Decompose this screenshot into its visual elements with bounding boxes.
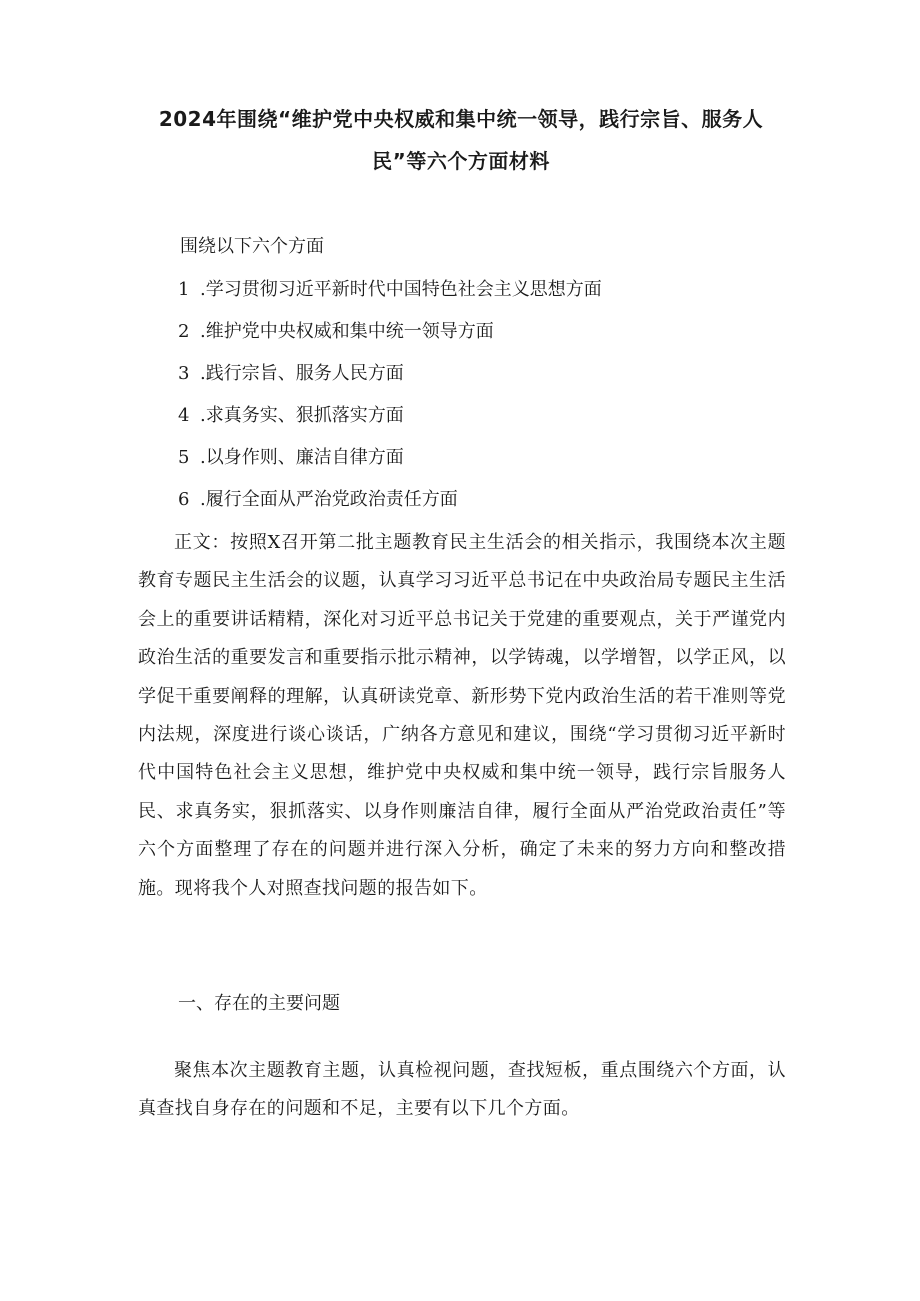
aspect-item bbox=[178, 485, 602, 527]
aspect-text: .维护党中央权威和集中统一领导方面 bbox=[200, 321, 494, 342]
document-title bbox=[138, 98, 784, 182]
aspect-number: 4 bbox=[178, 405, 190, 426]
main-paragraph: 正文：按照X召开第二批主题教育民主生活会的相关指示，我围绕本次主题教育专题民主生活会的议题，认真学习习近平总书记在中央政治局专题民主生活会上的重要讲话精精，深化对习近平总书记关于党建的重要观点，关于严谨党内政治生活的重要发言和重要指示批示精神，以学铸魂，以学增智，以学正风，以学促干重要阐释的理解，认真研读党章、新形势下党内政治生活的若干准则等党内法规，深度进行谈心谈话，广纳各方意见和建议，围绕“学习贯彻习近平新时代中国特色社会主义思想，维护党中央权威和集中统一领导，践行宗旨服务人民、求真务实，狠抓落实、以身作则廉洁自律，履行全面从严治党政治责任”等六个方面整理了存在的问题并进行深入分析，确定了未来的努力方向和整改措施。现将我个人对照查找问题的报告如下。 bbox=[138, 532, 786, 899]
aspect-number: 1 bbox=[178, 279, 190, 300]
aspect-item bbox=[178, 275, 602, 317]
document-title-line-2: 民”等六个方面材料 bbox=[372, 149, 550, 173]
aspect-text: .履行全面从严治党政治责任方面 bbox=[200, 489, 458, 510]
aspect-item bbox=[178, 359, 602, 401]
aspect-text: .求真务实、狠抓落实方面 bbox=[200, 405, 404, 426]
aspect-item bbox=[178, 401, 602, 443]
aspects-intro: 围绕以下六个方面 bbox=[180, 236, 324, 257]
focus-paragraph: 聚焦本次主题教育主题，认真检视问题，查找短板，重点围绕六个方面，认真查找自身存在的问题和不足，主要有以下几个方面。 bbox=[138, 1060, 786, 1120]
aspect-item bbox=[178, 443, 602, 485]
aspect-list bbox=[178, 275, 602, 527]
aspect-number: 3 bbox=[178, 363, 190, 384]
aspect-text: .以身作则、廉洁自律方面 bbox=[200, 447, 404, 468]
aspect-number: 6 bbox=[178, 489, 190, 510]
aspect-text: .践行宗旨、服务人民方面 bbox=[200, 363, 404, 384]
aspect-text: .学习贯彻习近平新时代中国特色社会主义思想方面 bbox=[200, 279, 602, 300]
aspect-item bbox=[178, 317, 602, 359]
section-heading: 一、存在的主要问题 bbox=[178, 993, 340, 1014]
aspect-number: 5 bbox=[178, 447, 190, 468]
aspect-number: 2 bbox=[178, 321, 190, 342]
document-title-line-1: 2024年围绕“维护党中央权威和集中统一领导，践行宗旨、服务人 bbox=[158, 107, 764, 131]
